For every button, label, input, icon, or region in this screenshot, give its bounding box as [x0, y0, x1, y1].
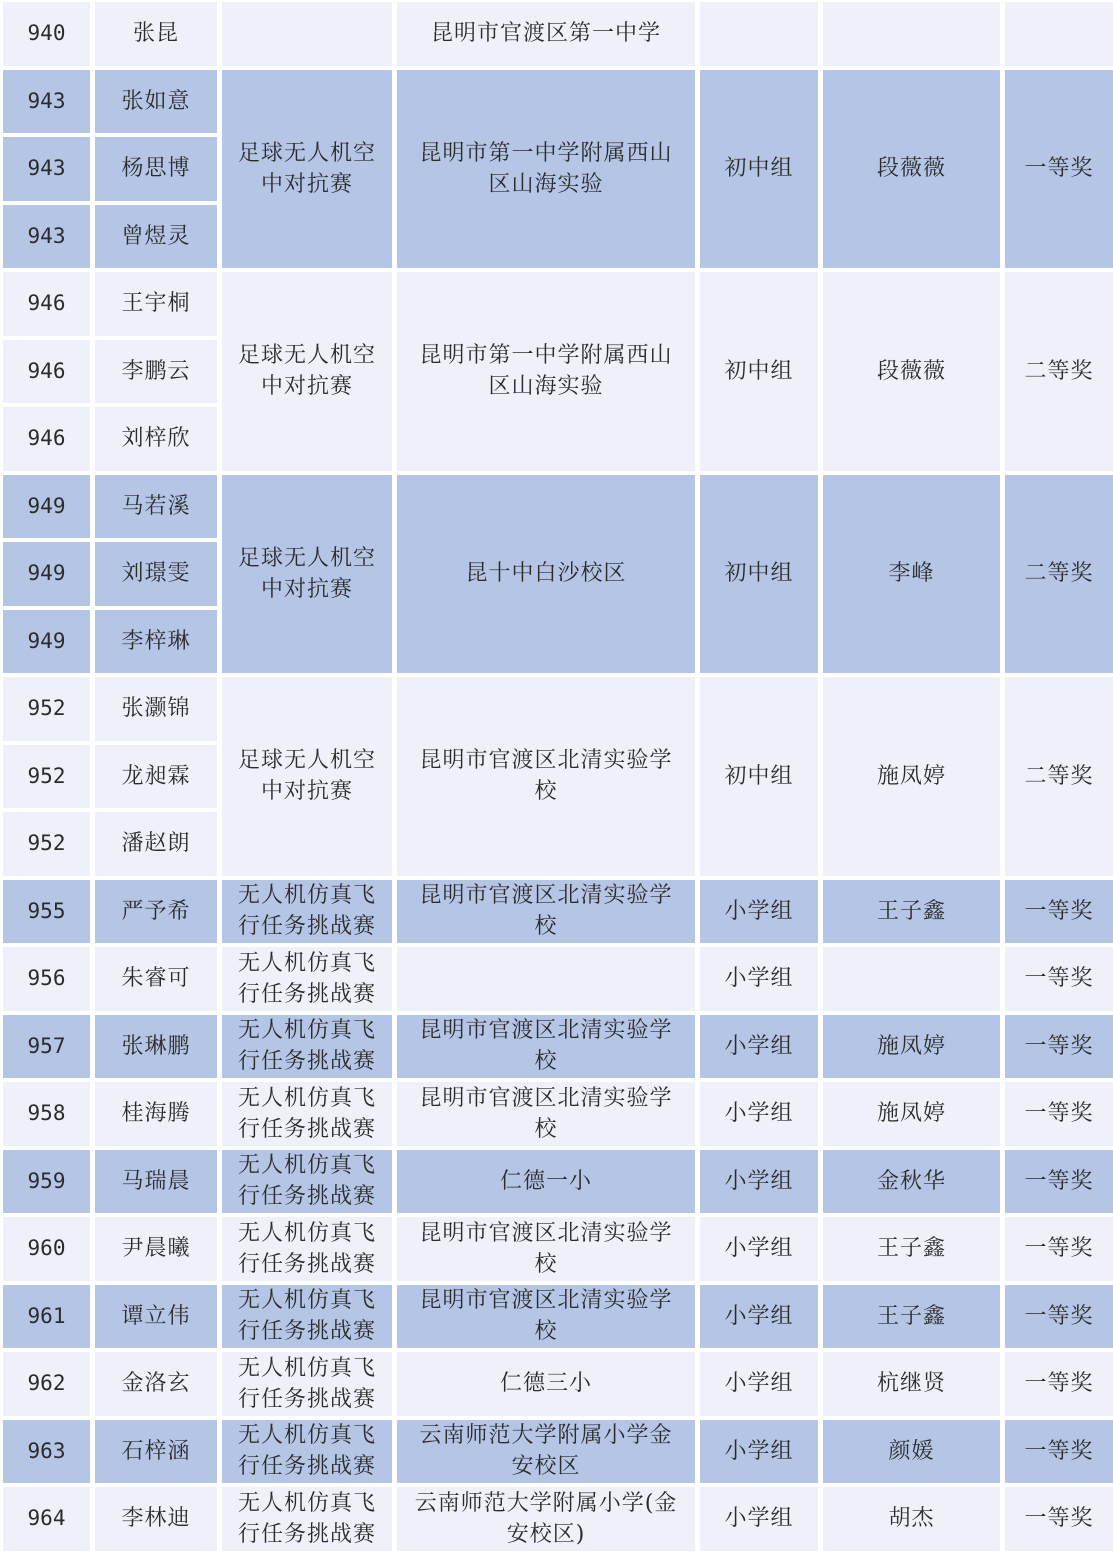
award-cell: 一等奖 — [1005, 1150, 1113, 1214]
school-cell: 昆明市官渡区北清实验学 校 — [397, 1217, 695, 1281]
school-cell: 昆十中白沙校区 — [397, 475, 695, 674]
award-cell: 一等奖 — [1005, 880, 1113, 944]
level-cell — [700, 2, 818, 66]
event-cell: 无人机仿真飞 行任务挑战赛 — [222, 1487, 392, 1551]
student-name-cell: 李鹏云 — [95, 340, 217, 404]
level-cell: 小学组 — [700, 1217, 818, 1281]
event-cell: 无人机仿真飞 行任务挑战赛 — [222, 1015, 392, 1079]
entry-number-cell: 943 — [3, 137, 90, 201]
teacher-cell: 施凤婷 — [823, 677, 1000, 876]
student-name-cell: 张昆 — [95, 2, 217, 66]
level-cell: 小学组 — [700, 1285, 818, 1349]
student-name-cell: 张琳鹏 — [95, 1015, 217, 1079]
award-cell: 一等奖 — [1005, 1082, 1113, 1146]
level-cell: 小学组 — [700, 1150, 818, 1214]
student-name-cell: 朱睿可 — [95, 947, 217, 1011]
student-name-cell: 马瑞晨 — [95, 1150, 217, 1214]
event-cell: 足球无人机空 中对抗赛 — [222, 677, 392, 876]
school-cell: 昆明市官渡区第一中学 — [397, 2, 695, 66]
school-cell: 昆明市第一中学附属西山 区山海实验 — [397, 70, 695, 269]
level-cell: 初中组 — [700, 677, 818, 876]
school-cell: 仁德三小 — [397, 1352, 695, 1416]
level-cell: 初中组 — [700, 272, 818, 471]
level-cell: 小学组 — [700, 1420, 818, 1484]
event-cell: 无人机仿真飞 行任务挑战赛 — [222, 1352, 392, 1416]
teacher-cell: 李峰 — [823, 475, 1000, 674]
event-cell: 无人机仿真飞 行任务挑战赛 — [222, 1217, 392, 1281]
level-cell: 初中组 — [700, 475, 818, 674]
student-name-cell: 王宇桐 — [95, 272, 217, 336]
student-name-cell: 严予希 — [95, 880, 217, 944]
teacher-cell: 杭继贤 — [823, 1352, 1000, 1416]
level-cell: 小学组 — [700, 1015, 818, 1079]
entry-number-cell: 964 — [3, 1487, 90, 1551]
school-cell: 昆明市第一中学附属西山 区山海实验 — [397, 272, 695, 471]
entry-number-cell: 946 — [3, 272, 90, 336]
student-name-cell: 石梓涵 — [95, 1420, 217, 1484]
teacher-cell: 王子鑫 — [823, 880, 1000, 944]
award-cell: 二等奖 — [1005, 677, 1113, 876]
student-name-cell: 张如意 — [95, 70, 217, 134]
school-cell: 昆明市官渡区北清实验学 校 — [397, 1015, 695, 1079]
award-cell: 一等奖 — [1005, 1015, 1113, 1079]
teacher-cell: 施凤婷 — [823, 1082, 1000, 1146]
student-name-cell: 曾煜灵 — [95, 205, 217, 269]
school-cell: 云南师范大学附属小学金 安校区 — [397, 1420, 695, 1484]
award-cell: 一等奖 — [1005, 947, 1113, 1011]
entry-number-cell: 956 — [3, 947, 90, 1011]
entry-number-cell: 949 — [3, 475, 90, 539]
event-cell: 足球无人机空 中对抗赛 — [222, 272, 392, 471]
student-name-cell: 谭立伟 — [95, 1285, 217, 1349]
entry-number-cell: 946 — [3, 407, 90, 471]
entry-number-cell: 949 — [3, 610, 90, 674]
school-cell: 昆明市官渡区北清实验学 校 — [397, 1082, 695, 1146]
entry-number-cell: 943 — [3, 205, 90, 269]
award-cell: 一等奖 — [1005, 1217, 1113, 1281]
event-cell: 无人机仿真飞 行任务挑战赛 — [222, 1420, 392, 1484]
event-cell: 无人机仿真飞 行任务挑战赛 — [222, 1082, 392, 1146]
entry-number-cell: 959 — [3, 1150, 90, 1214]
school-cell: 仁德一小 — [397, 1150, 695, 1214]
level-cell: 小学组 — [700, 1487, 818, 1551]
entry-number-cell: 949 — [3, 542, 90, 606]
school-cell: 云南师范大学附属小学(金 安校区) — [397, 1487, 695, 1551]
student-name-cell: 张灏锦 — [95, 677, 217, 741]
teacher-cell: 段薇薇 — [823, 70, 1000, 269]
event-cell: 无人机仿真飞 行任务挑战赛 — [222, 947, 392, 1011]
award-cell — [1005, 2, 1113, 66]
teacher-cell: 王子鑫 — [823, 1285, 1000, 1349]
student-name-cell: 杨思博 — [95, 137, 217, 201]
student-name-cell: 刘梓欣 — [95, 407, 217, 471]
student-name-cell: 潘赵朗 — [95, 812, 217, 876]
award-cell: 一等奖 — [1005, 70, 1113, 269]
teacher-cell — [823, 947, 1000, 1011]
entry-number-cell: 946 — [3, 340, 90, 404]
award-cell: 一等奖 — [1005, 1352, 1113, 1416]
level-cell: 小学组 — [700, 880, 818, 944]
entry-number-cell: 943 — [3, 70, 90, 134]
teacher-cell: 金秋华 — [823, 1150, 1000, 1214]
school-cell — [397, 947, 695, 1011]
student-name-cell: 马若溪 — [95, 475, 217, 539]
teacher-cell — [823, 2, 1000, 66]
student-name-cell: 尹晨曦 — [95, 1217, 217, 1281]
entry-number-cell: 961 — [3, 1285, 90, 1349]
school-cell: 昆明市官渡区北清实验学 校 — [397, 880, 695, 944]
event-cell: 无人机仿真飞 行任务挑战赛 — [222, 1150, 392, 1214]
award-cell: 一等奖 — [1005, 1487, 1113, 1551]
teacher-cell: 段薇薇 — [823, 272, 1000, 471]
level-cell: 小学组 — [700, 1082, 818, 1146]
teacher-cell: 颜媛 — [823, 1420, 1000, 1484]
entry-number-cell: 940 — [3, 2, 90, 66]
award-cell: 二等奖 — [1005, 272, 1113, 471]
entry-number-cell: 960 — [3, 1217, 90, 1281]
entry-number-cell: 952 — [3, 812, 90, 876]
event-cell: 足球无人机空 中对抗赛 — [222, 70, 392, 269]
entry-number-cell: 952 — [3, 745, 90, 809]
student-name-cell: 桂海腾 — [95, 1082, 217, 1146]
event-cell: 无人机仿真飞 行任务挑战赛 — [222, 880, 392, 944]
school-cell: 昆明市官渡区北清实验学 校 — [397, 1285, 695, 1349]
entry-number-cell: 955 — [3, 880, 90, 944]
award-cell: 一等奖 — [1005, 1420, 1113, 1484]
student-name-cell: 龙昶霖 — [95, 745, 217, 809]
entry-number-cell: 962 — [3, 1352, 90, 1416]
entry-number-cell: 963 — [3, 1420, 90, 1484]
level-cell: 小学组 — [700, 947, 818, 1011]
event-cell: 足球无人机空 中对抗赛 — [222, 475, 392, 674]
student-name-cell: 金洛玄 — [95, 1352, 217, 1416]
entry-number-cell: 952 — [3, 677, 90, 741]
teacher-cell: 胡杰 — [823, 1487, 1000, 1551]
school-cell: 昆明市官渡区北清实验学 校 — [397, 677, 695, 876]
student-name-cell: 李林迪 — [95, 1487, 217, 1551]
level-cell: 小学组 — [700, 1352, 818, 1416]
student-name-cell: 刘璟雯 — [95, 542, 217, 606]
student-name-cell: 李梓琳 — [95, 610, 217, 674]
event-cell: 无人机仿真飞 行任务挑战赛 — [222, 1285, 392, 1349]
award-cell: 一等奖 — [1005, 1285, 1113, 1349]
teacher-cell: 王子鑫 — [823, 1217, 1000, 1281]
entry-number-cell: 958 — [3, 1082, 90, 1146]
teacher-cell: 施凤婷 — [823, 1015, 1000, 1079]
level-cell: 初中组 — [700, 70, 818, 269]
award-cell: 二等奖 — [1005, 475, 1113, 674]
entry-number-cell: 957 — [3, 1015, 90, 1079]
event-cell — [222, 2, 392, 66]
